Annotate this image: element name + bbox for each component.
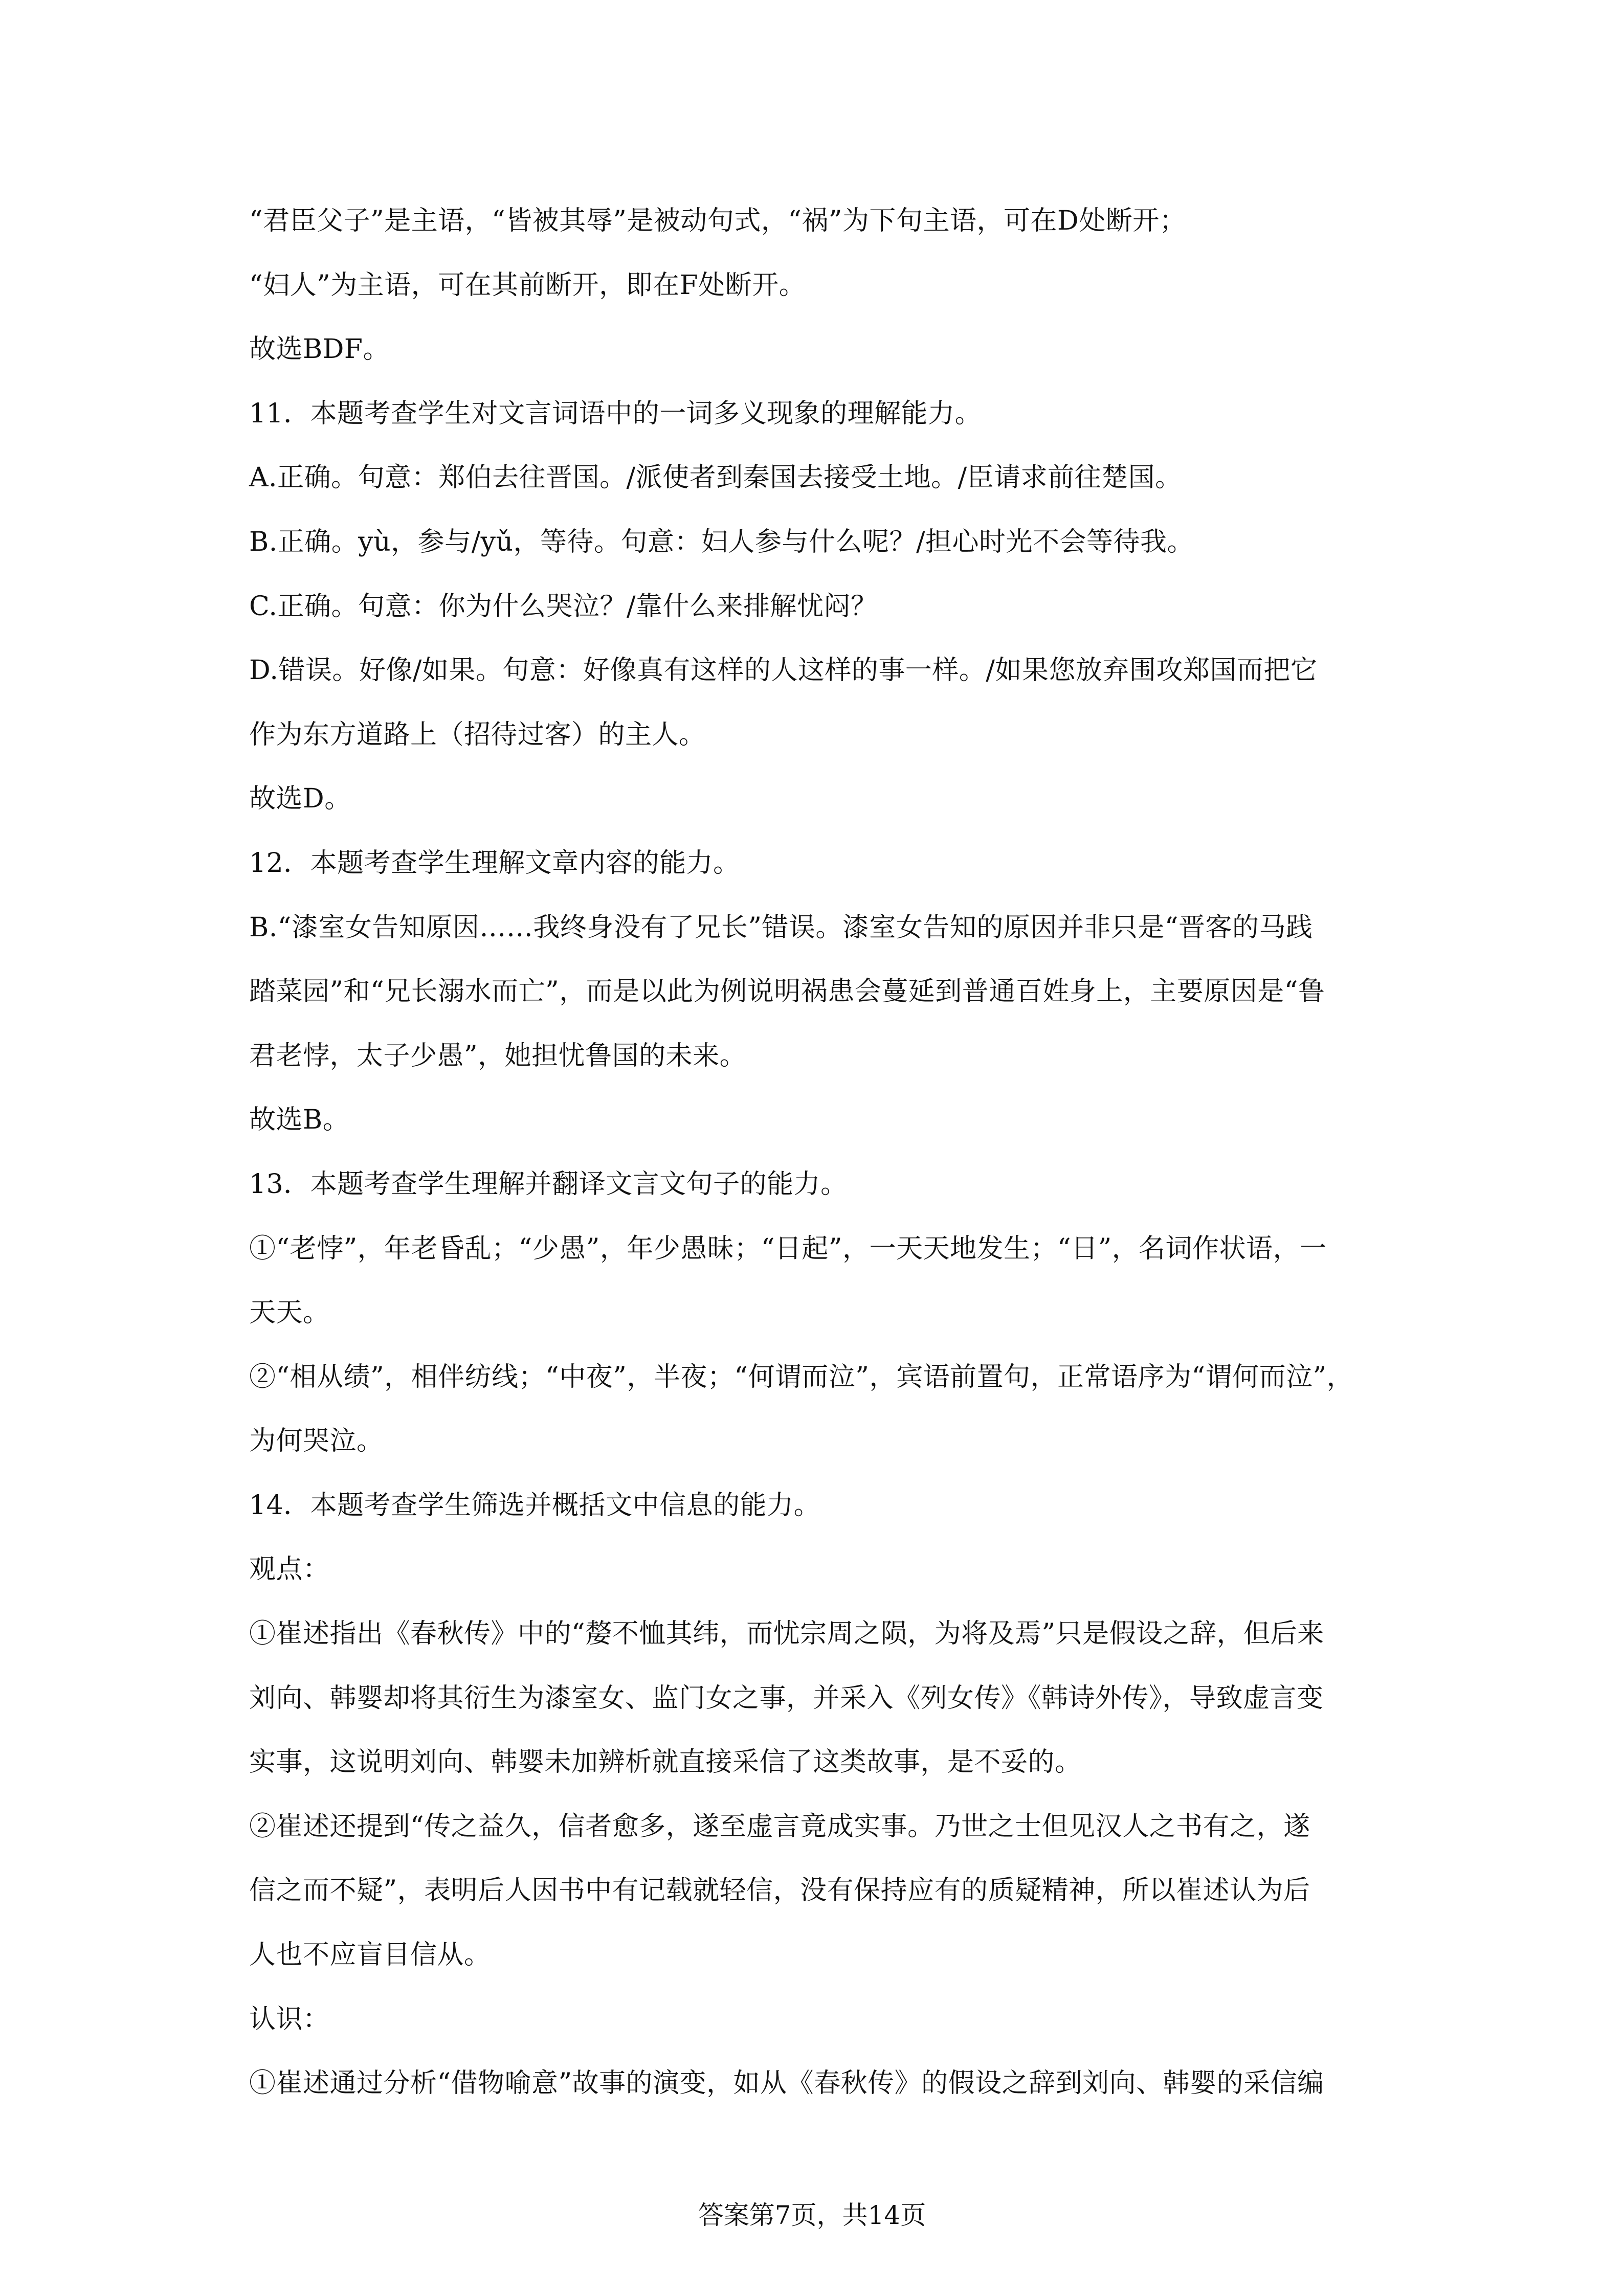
text-line: 故选D。 xyxy=(249,783,351,815)
text-line: 实事，这说明刘向、韩婴未加辨析就直接采信了这类故事，是不妥的。 xyxy=(249,1747,1082,1778)
text-line: 君老悖，太子少愚”，她担忧鲁国的未来。 xyxy=(249,1040,747,1071)
text-line: 为何哭泣。 xyxy=(249,1426,384,1457)
question-11-heading: 11．本题考查学生对文言词语中的一词多义现象的理解能力。 xyxy=(249,398,982,429)
text-line: 认识： xyxy=(249,2004,330,2035)
question-12-heading: 12．本题考查学生理解文章内容的能力。 xyxy=(249,847,740,879)
text-line: 天天。 xyxy=(249,1297,330,1329)
text-line: 观点： xyxy=(249,1554,330,1585)
text-line: “君臣父子”是主语，“皆被其辱”是被动句式，“祸”为下句主语，可在D处断开； xyxy=(249,206,1187,236)
text-line: ①崔述通过分析“借物喻意”故事的演变，如从《春秋传》的假设之辞到刘向、韩婴的采信编 xyxy=(249,2068,1324,2099)
text-line: 信之而不疑”，表明后人因书中有记载就轻信，没有保持应有的质疑精神，所以崔述认为后 xyxy=(249,1875,1310,1906)
question-13-heading: 13．本题考查学生理解并翻译文言文句子的能力。 xyxy=(249,1168,848,1200)
text-line: B.正确。yù，参与/yǔ，等待。句意：妇人参与什么呢？/担心时光不会等待我。 xyxy=(249,526,1194,557)
answer-text-body xyxy=(249,205,1392,2131)
text-line: 故选B。 xyxy=(249,1105,350,1136)
text-line: B.“漆室女告知原因……我终身没有了兄长”错误。漆室女告知的原因并非只是“晋客的马践 xyxy=(249,912,1313,943)
text-line: 踏菜园”和“兄长溺水而亡”，而是以此为例说明祸患会蔓延到普通百姓身上，主要原因是“鲁 xyxy=(249,976,1325,1007)
text-line: 作为东方道路上（招待过客）的主人。 xyxy=(249,719,706,750)
text-line: 刘向、韩婴却将其衍生为漆室女、监门女之事，并采入《列女传》《韩诗外传》，导致虚言变 xyxy=(249,1682,1324,1714)
text-line: C.正确。句意：你为什么哭泣？/靠什么来排解忧闷？ xyxy=(249,591,878,622)
text-line: ①崔述指出《春秋传》中的“嫠不恤其纬，而忧宗周之陨，为将及焉”只是假设之辞，但后来 xyxy=(249,1618,1324,1650)
text-line: A.正确。句意：郑伯去往晋国。/派使者到秦国去接受土地。/臣请求前往楚国。 xyxy=(249,462,1182,493)
text-line: ②崔述还提到“传之益久，信者愈多，遂至虚言竟成实事。乃世之士但见汉人之书有之，遂 xyxy=(249,1811,1310,1842)
question-14-heading: 14．本题考查学生筛选并概括文中信息的能力。 xyxy=(249,1490,821,1521)
text-line: “妇人”为主语，可在其前断开，即在F处断开。 xyxy=(249,269,806,301)
page-footer: 答案第7页，共14页 xyxy=(698,2200,926,2230)
text-line: 故选BDF。 xyxy=(249,334,390,365)
text-line: 人也不应盲目信从。 xyxy=(249,1940,491,1971)
text-line: ②“相从绩”，相伴纺线；“中夜”，半夜；“何谓而泣”，宾语前置句，正常语序为“谓何而泣”， xyxy=(249,1361,1354,1392)
text-line: D.错误。好像/如果。句意：好像真有这样的人这样的事一样。/如果您放弃围攻郑国而把它 xyxy=(249,655,1318,686)
text-line: ①“老悖”，年老昏乱；“少愚”，年少愚昧；“日起”，一天天地发生；“日”，名词作状语，一 xyxy=(249,1233,1327,1264)
